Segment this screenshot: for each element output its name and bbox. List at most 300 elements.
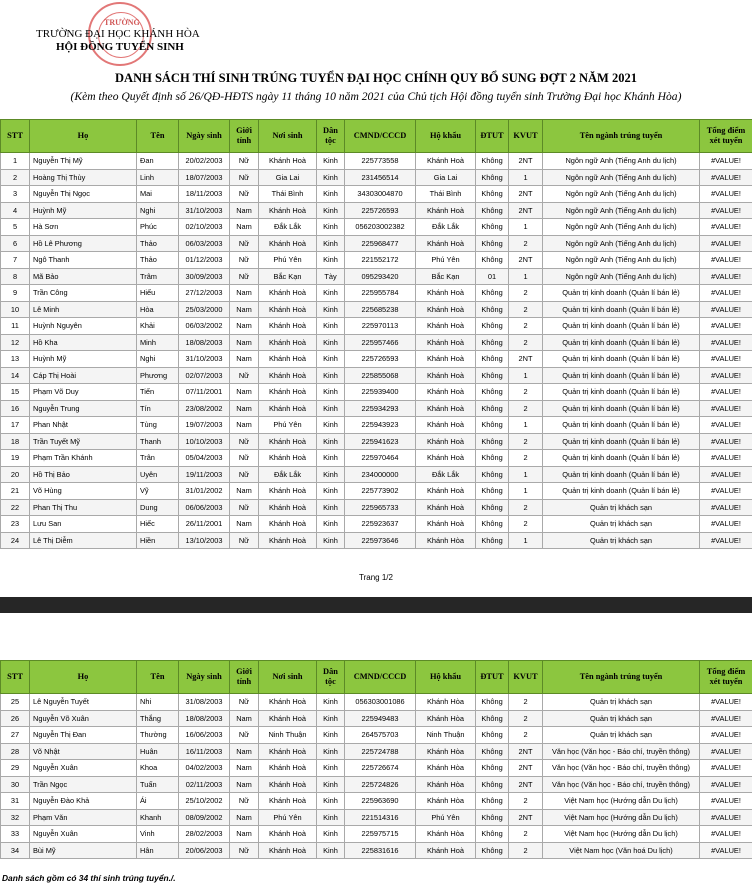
cell-ho-khau: Khánh Hòa — [416, 776, 476, 793]
cell-ho-khau: Khánh Hoà — [416, 384, 476, 401]
table-row — [1, 169, 752, 186]
cell-dtut: Không — [476, 433, 509, 450]
cell-stt: 9 — [1, 285, 30, 302]
cell-nganh: Việt Nam học (Hướng dẫn Du lịch) — [543, 809, 700, 826]
cell-cmnd: 056203002382 — [345, 219, 416, 236]
cell-kvut: 1 — [509, 532, 543, 549]
cell-kvut: 2NT — [509, 153, 543, 170]
cell-cmnd: 225726674 — [345, 760, 416, 777]
column-header-stt: STT — [1, 661, 30, 694]
table-row — [1, 235, 752, 252]
cell-noi-sinh: Khánh Hoà — [259, 842, 317, 859]
cell-nganh: Quản trị kinh doanh (Quản lí bán lẻ) — [543, 334, 700, 351]
column-header-ngay-sinh: Ngày sinh — [179, 120, 230, 153]
cell-dan-toc: Kinh — [317, 400, 345, 417]
table-row — [1, 532, 752, 549]
cell-nganh: Ngôn ngữ Anh (Tiếng Anh du lịch) — [543, 268, 700, 285]
cell-gioi-tinh: Nam — [230, 516, 259, 533]
cell-ten: Huân — [137, 743, 179, 760]
table-row — [1, 499, 752, 516]
cell-dtut: Không — [476, 351, 509, 368]
cell-ho-khau: Bắc Kạn — [416, 268, 476, 285]
cell-ho-khau: Khánh Hoà — [416, 301, 476, 318]
table-row — [1, 842, 752, 859]
cell-dan-toc: Kinh — [317, 252, 345, 269]
cell-kvut: 2 — [509, 400, 543, 417]
cell-ho-khau: Khánh Hoà — [416, 450, 476, 467]
cell-dan-toc: Kinh — [317, 466, 345, 483]
cell-ho: Võ Nhật — [30, 743, 137, 760]
column-header-ten: Tên — [137, 661, 179, 694]
cell-kvut: 2 — [509, 235, 543, 252]
cell-noi-sinh: Phú Yên — [259, 417, 317, 434]
cell-nganh: Quản trị kinh doanh (Quản lí bán lẻ) — [543, 318, 700, 335]
cell-ho-khau: Đắk Lắk — [416, 466, 476, 483]
cell-ho: Nguyễn Xuân — [30, 760, 137, 777]
table-row — [1, 483, 752, 500]
cell-dtut: Không — [476, 466, 509, 483]
cell-stt: 30 — [1, 776, 30, 793]
cell-tong-diem: #VALUE! — [700, 727, 752, 744]
cell-kvut: 2NT — [509, 760, 543, 777]
cell-dtut: Không — [476, 235, 509, 252]
cell-tong-diem: #VALUE! — [700, 301, 752, 318]
cell-nganh: Quản trị khách sạn — [543, 499, 700, 516]
cell-cmnd: 34303004870 — [345, 186, 416, 203]
cell-ho: Nguyễn Thị Ngọc — [30, 186, 137, 203]
cell-ho: Huỳnh Mỹ — [30, 202, 137, 219]
cell-nganh: Quản trị kinh doanh (Quản lí bán lẻ) — [543, 483, 700, 500]
cell-tong-diem: #VALUE! — [700, 466, 752, 483]
cell-cmnd: 225724788 — [345, 743, 416, 760]
cell-ho: Ngô Thanh — [30, 252, 137, 269]
column-header-dtut: ĐTUT — [476, 120, 509, 153]
cell-ten: Khanh — [137, 809, 179, 826]
cell-ngay-sinh: 05/04/2003 — [179, 450, 230, 467]
cell-dan-toc: Kinh — [317, 793, 345, 810]
column-header-cmnd: CMND/CCCD — [345, 661, 416, 694]
cell-dtut: Không — [476, 285, 509, 302]
cell-nganh: Việt Nam học (Hướng dẫn Du lịch) — [543, 826, 700, 843]
column-header-stt: STT — [1, 120, 30, 153]
cell-dan-toc: Kinh — [317, 417, 345, 434]
cell-cmnd: 225970464 — [345, 450, 416, 467]
cell-kvut: 1 — [509, 219, 543, 236]
cell-stt: 5 — [1, 219, 30, 236]
cell-dan-toc: Kinh — [317, 384, 345, 401]
cell-noi-sinh: Thái Bình — [259, 186, 317, 203]
cell-ten: Thanh — [137, 433, 179, 450]
table-row — [1, 367, 752, 384]
cell-noi-sinh: Khánh Hoà — [259, 153, 317, 170]
table-row — [1, 301, 752, 318]
table-row — [1, 334, 752, 351]
table-row — [1, 793, 752, 810]
cell-dan-toc: Kinh — [317, 285, 345, 302]
table-row — [1, 186, 752, 203]
cell-ten: Phúc — [137, 219, 179, 236]
cell-dtut: Không — [476, 400, 509, 417]
table-row — [1, 760, 752, 777]
cell-kvut: 2 — [509, 793, 543, 810]
cell-ngay-sinh: 31/08/2003 — [179, 694, 230, 711]
cell-ngay-sinh: 18/07/2003 — [179, 169, 230, 186]
cell-cmnd: 225773558 — [345, 153, 416, 170]
cell-stt: 33 — [1, 826, 30, 843]
cell-dtut: Không — [476, 516, 509, 533]
cell-gioi-tinh: Nữ — [230, 727, 259, 744]
cell-ngay-sinh: 06/06/2003 — [179, 499, 230, 516]
cell-gioi-tinh: Nam — [230, 743, 259, 760]
table-row — [1, 400, 752, 417]
cell-ten: Vỹ — [137, 483, 179, 500]
cell-stt: 20 — [1, 466, 30, 483]
cell-ho-khau: Khánh Hòa — [416, 826, 476, 843]
cell-gioi-tinh: Nữ — [230, 367, 259, 384]
cell-dtut: Không — [476, 153, 509, 170]
cell-ten: Hòa — [137, 301, 179, 318]
cell-gioi-tinh: Nam — [230, 285, 259, 302]
table-row — [1, 809, 752, 826]
cell-dan-toc: Kinh — [317, 694, 345, 711]
cell-gioi-tinh: Nữ — [230, 252, 259, 269]
cell-ho: Nguyễn Võ Xuân — [30, 710, 137, 727]
cell-cmnd: 225726593 — [345, 351, 416, 368]
cell-kvut: 2NT — [509, 743, 543, 760]
cell-ngay-sinh: 08/09/2002 — [179, 809, 230, 826]
cell-tong-diem: #VALUE! — [700, 499, 752, 516]
cell-dtut: Không — [476, 727, 509, 744]
cell-stt: 27 — [1, 727, 30, 744]
cell-ho-khau: Khánh Hoà — [416, 285, 476, 302]
cell-gioi-tinh: Nam — [230, 219, 259, 236]
table-row — [1, 710, 752, 727]
cell-stt: 19 — [1, 450, 30, 467]
cell-dan-toc: Kinh — [317, 450, 345, 467]
column-header-nganh: Tên ngành trúng tuyển — [543, 661, 700, 694]
cell-noi-sinh: Khánh Hoà — [259, 301, 317, 318]
cell-cmnd: 225685238 — [345, 301, 416, 318]
cell-ngay-sinh: 06/03/2002 — [179, 318, 230, 335]
cell-ho: Trần Tuyết Mỹ — [30, 433, 137, 450]
cell-kvut: 2 — [509, 694, 543, 711]
cell-noi-sinh: Ninh Thuận — [259, 727, 317, 744]
cell-ho: Trần Ngọc — [30, 776, 137, 793]
table-row — [1, 252, 752, 269]
cell-ho: Nguyễn Trung — [30, 400, 137, 417]
table-header-row — [1, 120, 752, 153]
cell-tong-diem: #VALUE! — [700, 268, 752, 285]
table-row — [1, 743, 752, 760]
column-header-ten: Tên — [137, 120, 179, 153]
cell-gioi-tinh: Nữ — [230, 235, 259, 252]
cell-tong-diem: #VALUE! — [700, 417, 752, 434]
cell-nganh: Ngôn ngữ Anh (Tiếng Anh du lịch) — [543, 153, 700, 170]
cell-dan-toc: Kinh — [317, 499, 345, 516]
cell-stt: 10 — [1, 301, 30, 318]
cell-tong-diem: #VALUE! — [700, 516, 752, 533]
admission-table-page-1 — [0, 119, 752, 549]
cell-ho: Nguyễn Thị Mỹ — [30, 153, 137, 170]
cell-dan-toc: Kinh — [317, 153, 345, 170]
cell-gioi-tinh: Nam — [230, 483, 259, 500]
cell-dan-toc: Kinh — [317, 483, 345, 500]
cell-kvut: 1 — [509, 483, 543, 500]
cell-stt: 15 — [1, 384, 30, 401]
cell-ngay-sinh: 31/10/2003 — [179, 351, 230, 368]
cell-ho-khau: Khánh Hòa — [416, 694, 476, 711]
cell-ten: Khải — [137, 318, 179, 335]
cell-kvut: 2NT — [509, 202, 543, 219]
cell-ngay-sinh: 31/10/2003 — [179, 202, 230, 219]
cell-noi-sinh: Gia Lai — [259, 169, 317, 186]
cell-ho-khau: Khánh Hoà — [416, 417, 476, 434]
cell-cmnd: 225941623 — [345, 433, 416, 450]
cell-ngay-sinh: 18/11/2003 — [179, 186, 230, 203]
footer-note: Danh sách gồm có 34 thí sinh trúng tuyển./. — [2, 873, 176, 883]
cell-tong-diem: #VALUE! — [700, 776, 752, 793]
cell-gioi-tinh: Nam — [230, 202, 259, 219]
cell-kvut: 2NT — [509, 252, 543, 269]
cell-ho-khau: Khánh Hoà — [416, 334, 476, 351]
table-row — [1, 384, 752, 401]
page-separator — [0, 597, 752, 613]
cell-kvut: 2NT — [509, 776, 543, 793]
cell-nganh: Quản trị khách sạn — [543, 516, 700, 533]
cell-ho: Hoàng Thị Thùy — [30, 169, 137, 186]
cell-gioi-tinh: Nam — [230, 417, 259, 434]
cell-ho: Nguyễn Thị Đan — [30, 727, 137, 744]
cell-dtut: Không — [476, 252, 509, 269]
table-row — [1, 153, 752, 170]
cell-cmnd: 225957466 — [345, 334, 416, 351]
cell-dtut: Không — [476, 532, 509, 549]
cell-ngay-sinh: 01/12/2003 — [179, 252, 230, 269]
cell-ngay-sinh: 02/11/2003 — [179, 776, 230, 793]
column-header-tong-diem: Tổng điểm xét tuyển — [700, 661, 752, 694]
cell-nganh: Quản trị kinh doanh (Quản lí bán lẻ) — [543, 301, 700, 318]
table-row — [1, 351, 752, 368]
cell-ngay-sinh: 18/08/2003 — [179, 710, 230, 727]
cell-dtut: Không — [476, 809, 509, 826]
cell-kvut: 2 — [509, 499, 543, 516]
cell-nganh: Văn học (Văn học - Báo chí, truyền thông) — [543, 776, 700, 793]
cell-ho: Phan Thị Thu — [30, 499, 137, 516]
cell-ngay-sinh: 30/09/2003 — [179, 268, 230, 285]
cell-nganh: Quản trị kinh doanh (Quản lí bán lẻ) — [543, 433, 700, 450]
cell-stt: 17 — [1, 417, 30, 434]
cell-ngay-sinh: 04/02/2003 — [179, 760, 230, 777]
cell-tong-diem: #VALUE! — [700, 532, 752, 549]
cell-dtut: 01 — [476, 268, 509, 285]
cell-nganh: Quản trị kinh doanh (Quản lí bán lẻ) — [543, 400, 700, 417]
cell-ho: Huỳnh Mỹ — [30, 351, 137, 368]
cell-dtut: Không — [476, 318, 509, 335]
cell-tong-diem: #VALUE! — [700, 760, 752, 777]
cell-kvut: 2 — [509, 301, 543, 318]
column-header-dan-toc: Dân tộc — [317, 661, 345, 694]
cell-tong-diem: #VALUE! — [700, 433, 752, 450]
cell-ten: Nghi — [137, 351, 179, 368]
page-2 — [0, 613, 752, 888]
cell-kvut: 2NT — [509, 351, 543, 368]
cell-ho: Cáp Thị Hoài — [30, 367, 137, 384]
cell-tong-diem: #VALUE! — [700, 710, 752, 727]
cell-noi-sinh: Khánh Hoà — [259, 367, 317, 384]
cell-dtut: Không — [476, 417, 509, 434]
cell-dtut: Không — [476, 710, 509, 727]
cell-ngay-sinh: 19/07/2003 — [179, 417, 230, 434]
cell-stt: 13 — [1, 351, 30, 368]
cell-dan-toc: Kinh — [317, 186, 345, 203]
cell-ten: Hiếu — [137, 285, 179, 302]
cell-tong-diem: #VALUE! — [700, 153, 752, 170]
cell-dan-toc: Kinh — [317, 516, 345, 533]
cell-tong-diem: #VALUE! — [700, 400, 752, 417]
cell-dtut: Không — [476, 450, 509, 467]
column-header-ngay-sinh: Ngày sinh — [179, 661, 230, 694]
cell-nganh: Việt Nam học (Văn hoá Du lịch) — [543, 842, 700, 859]
cell-dtut: Không — [476, 334, 509, 351]
cell-dan-toc: Kinh — [317, 776, 345, 793]
cell-ho-khau: Khánh Hoà — [416, 400, 476, 417]
cell-noi-sinh: Phú Yên — [259, 809, 317, 826]
cell-ten: Tín — [137, 400, 179, 417]
cell-dtut: Không — [476, 793, 509, 810]
column-header-cmnd: CMND/CCCD — [345, 120, 416, 153]
cell-nganh: Ngôn ngữ Anh (Tiếng Anh du lịch) — [543, 219, 700, 236]
cell-ngay-sinh: 20/02/2003 — [179, 153, 230, 170]
cell-ho: Nguyễn Xuân — [30, 826, 137, 843]
cell-dan-toc: Kinh — [317, 334, 345, 351]
column-header-gioi-tinh: Giới tính — [230, 120, 259, 153]
cell-ho: Bùi Mỹ — [30, 842, 137, 859]
column-header-noi-sinh: Nơi sinh — [259, 661, 317, 694]
table-row — [1, 727, 752, 744]
cell-nganh: Quản trị kinh doanh (Quản lí bán lẻ) — [543, 466, 700, 483]
cell-ho-khau: Phú Yên — [416, 809, 476, 826]
cell-gioi-tinh: Nam — [230, 334, 259, 351]
cell-dtut: Không — [476, 499, 509, 516]
cell-cmnd: 225855068 — [345, 367, 416, 384]
seal-stamp-text: TRƯỜNG — [104, 18, 140, 27]
cell-ten: Tuấn — [137, 776, 179, 793]
cell-ngay-sinh: 16/06/2003 — [179, 727, 230, 744]
cell-dtut: Không — [476, 186, 509, 203]
cell-ho-khau: Khánh Hòa — [416, 760, 476, 777]
cell-ngay-sinh: 06/03/2003 — [179, 235, 230, 252]
cell-ho: Lưu San — [30, 516, 137, 533]
cell-ho: Hồ Lê Phương — [30, 235, 137, 252]
cell-noi-sinh: Đắk Lắk — [259, 219, 317, 236]
cell-stt: 18 — [1, 433, 30, 450]
cell-nganh: Quản trị kinh doanh (Quản lí bán lẻ) — [543, 285, 700, 302]
cell-noi-sinh: Khánh Hoà — [259, 743, 317, 760]
cell-nganh: Văn học (Văn học - Báo chí, truyền thông) — [543, 743, 700, 760]
cell-tong-diem: #VALUE! — [700, 450, 752, 467]
cell-ten: Nhi — [137, 694, 179, 711]
cell-noi-sinh: Khánh Hoà — [259, 235, 317, 252]
cell-tong-diem: #VALUE! — [700, 318, 752, 335]
cell-noi-sinh: Khánh Hoà — [259, 760, 317, 777]
cell-tong-diem: #VALUE! — [700, 483, 752, 500]
cell-dan-toc: Kinh — [317, 169, 345, 186]
cell-ten: Minh — [137, 334, 179, 351]
cell-ten: Dung — [137, 499, 179, 516]
document-title: DANH SÁCH THÍ SINH TRÚNG TUYỂN ĐẠI HỌC CHÍNH QUY BỔ SUNG ĐỢT 2 NĂM 2021 — [115, 71, 637, 85]
cell-nganh: Ngôn ngữ Anh (Tiếng Anh du lịch) — [543, 169, 700, 186]
cell-kvut: 1 — [509, 417, 543, 434]
cell-ho-khau: Ninh Thuận — [416, 727, 476, 744]
cell-stt: 34 — [1, 842, 30, 859]
cell-ho-khau: Khánh Hòa — [416, 710, 476, 727]
table-row — [1, 776, 752, 793]
cell-stt: 1 — [1, 153, 30, 170]
cell-dtut: Không — [476, 483, 509, 500]
cell-gioi-tinh: Nữ — [230, 450, 259, 467]
cell-tong-diem: #VALUE! — [700, 169, 752, 186]
cell-tong-diem: #VALUE! — [700, 367, 752, 384]
cell-nganh: Quản trị kinh doanh (Quản lí bán lẻ) — [543, 450, 700, 467]
cell-cmnd: 225963690 — [345, 793, 416, 810]
cell-kvut: 2 — [509, 710, 543, 727]
cell-stt: 23 — [1, 516, 30, 533]
cell-ho: Phạm Trần Khánh — [30, 450, 137, 467]
cell-dan-toc: Kinh — [317, 318, 345, 335]
cell-nganh: Quản trị kinh doanh (Quản lí bán lẻ) — [543, 351, 700, 368]
cell-stt: 25 — [1, 694, 30, 711]
cell-ten: Vinh — [137, 826, 179, 843]
cell-noi-sinh: Khánh Hoà — [259, 532, 317, 549]
cell-noi-sinh: Khánh Hoà — [259, 318, 317, 335]
cell-cmnd: 225939400 — [345, 384, 416, 401]
cell-gioi-tinh: Nam — [230, 760, 259, 777]
cell-gioi-tinh: Nữ — [230, 532, 259, 549]
cell-kvut: 2 — [509, 450, 543, 467]
cell-ho: Lê Thị Diễm — [30, 532, 137, 549]
cell-stt: 32 — [1, 809, 30, 826]
cell-dtut: Không — [476, 842, 509, 859]
table-row — [1, 268, 752, 285]
cell-cmnd: 221552172 — [345, 252, 416, 269]
column-header-dtut: ĐTUT — [476, 661, 509, 694]
cell-kvut: 2 — [509, 285, 543, 302]
cell-ho-khau: Khánh Hoà — [416, 842, 476, 859]
cell-ho-khau: Thái Bình — [416, 186, 476, 203]
cell-ngay-sinh: 25/10/2002 — [179, 793, 230, 810]
cell-ngay-sinh: 19/11/2003 — [179, 466, 230, 483]
cell-stt: 24 — [1, 532, 30, 549]
cell-noi-sinh: Khánh Hoà — [259, 450, 317, 467]
cell-ten: Mai — [137, 186, 179, 203]
cell-kvut: 2 — [509, 727, 543, 744]
cell-noi-sinh: Khánh Hoà — [259, 826, 317, 843]
cell-noi-sinh: Khánh Hoà — [259, 334, 317, 351]
cell-gioi-tinh: Nam — [230, 384, 259, 401]
cell-dan-toc: Kinh — [317, 842, 345, 859]
table-row — [1, 219, 752, 236]
cell-ten: Khoa — [137, 760, 179, 777]
cell-kvut: 2NT — [509, 809, 543, 826]
column-header-gioi-tinh: Giới tính — [230, 661, 259, 694]
cell-tong-diem: #VALUE! — [700, 351, 752, 368]
table-row — [1, 202, 752, 219]
cell-cmnd: 225968477 — [345, 235, 416, 252]
cell-gioi-tinh: Nữ — [230, 186, 259, 203]
cell-nganh: Ngôn ngữ Anh (Tiếng Anh du lịch) — [543, 186, 700, 203]
cell-ho-khau: Khánh Hòa — [416, 532, 476, 549]
cell-ho: Hà Sơn — [30, 219, 137, 236]
